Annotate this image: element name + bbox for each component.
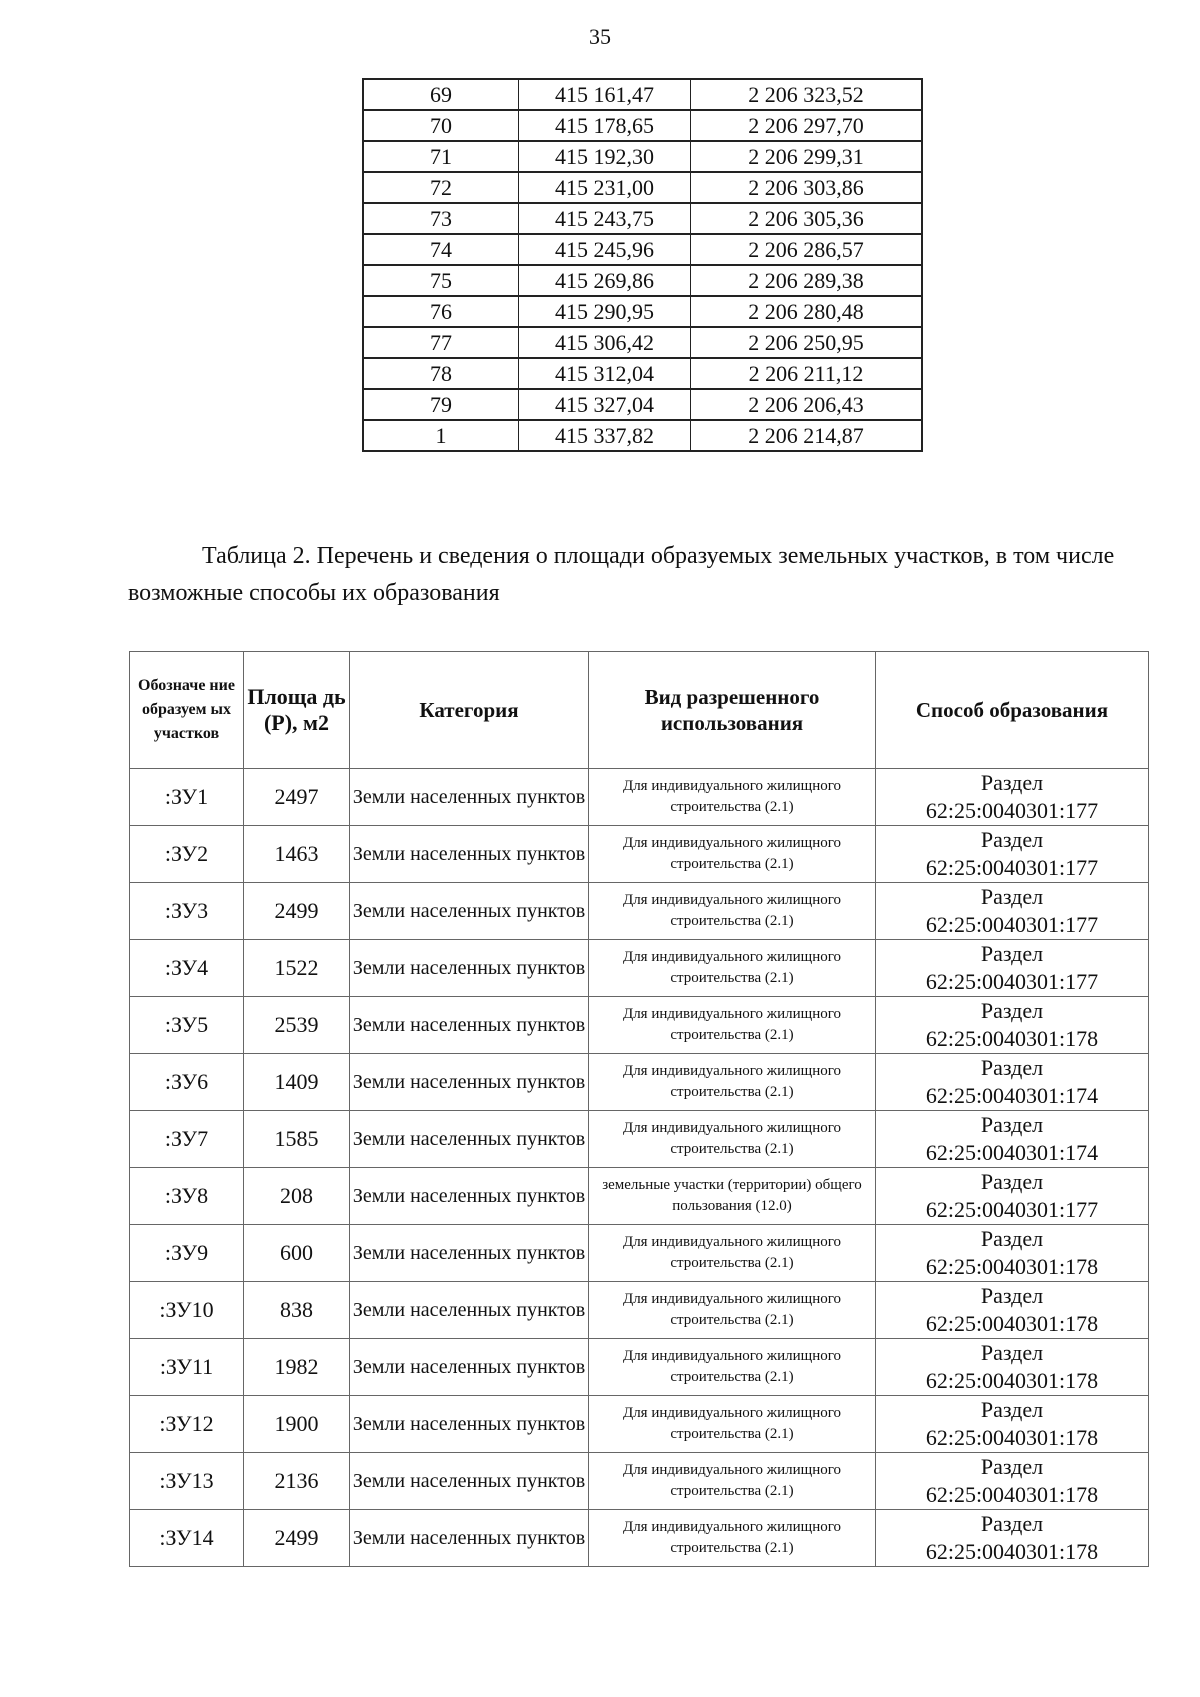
cadastral-number: 62:25:0040301:178 xyxy=(925,1026,1099,1051)
plot-label-cell: :ЗУ4 xyxy=(130,940,244,997)
plot-label-cell: :ЗУ9 xyxy=(130,1225,244,1282)
plot-category-cell: Земли населенных пунктов xyxy=(350,940,589,997)
x-coordinate-cell: 415 192,30 xyxy=(519,141,691,172)
page-number: 35 xyxy=(589,24,611,49)
plot-area-cell: 208 xyxy=(244,1168,350,1225)
cadastral-number: 62:25:0040301:177 xyxy=(925,912,1099,937)
plot-label-cell: :ЗУ7 xyxy=(130,1111,244,1168)
formation-method-word: Раздел xyxy=(980,998,1044,1023)
coordinate-row xyxy=(363,420,922,451)
x-coordinate-cell: 415 178,65 xyxy=(519,110,691,141)
formation-method-word: Раздел xyxy=(980,827,1044,852)
plot-category-cell: Земли населенных пунктов xyxy=(350,1054,589,1111)
y-coordinate-cell: 2 206 286,57 xyxy=(691,234,923,265)
formation-method-word: Раздел xyxy=(980,941,1044,966)
plot-permitted-use-cell: Для индивидуального жилищного строительства (2.1) xyxy=(589,1453,876,1510)
formation-method-word: Раздел xyxy=(980,1454,1044,1479)
coordinates-table-body xyxy=(363,79,922,451)
point-number-cell: 72 xyxy=(363,172,519,203)
plot-category-cell: Земли населенных пунктов xyxy=(350,1282,589,1339)
point-number-cell: 79 xyxy=(363,389,519,420)
plot-formation-method-cell xyxy=(876,1054,1149,1111)
coordinate-row xyxy=(363,203,922,234)
plot-label-cell: :ЗУ12 xyxy=(130,1396,244,1453)
land-plots-table-header xyxy=(130,652,1149,769)
plot-area-cell: 838 xyxy=(244,1282,350,1339)
plot-permitted-use-cell: Для индивидуального жилищного строительства (2.1) xyxy=(589,1054,876,1111)
plot-formation-method-cell xyxy=(876,1168,1149,1225)
plot-permitted-use-cell: Для индивидуального жилищного строительства (2.1) xyxy=(589,1225,876,1282)
plot-area-cell: 1900 xyxy=(244,1396,350,1453)
plot-category-cell: Земли населенных пунктов xyxy=(350,1396,589,1453)
plot-area-cell: 2499 xyxy=(244,883,350,940)
x-coordinate-cell: 415 245,96 xyxy=(519,234,691,265)
cadastral-number: 62:25:0040301:178 xyxy=(925,1311,1099,1336)
y-coordinate-cell: 2 206 323,52 xyxy=(691,79,923,110)
plot-label-cell: :ЗУ8 xyxy=(130,1168,244,1225)
cadastral-number: 62:25:0040301:178 xyxy=(925,1254,1099,1279)
plot-category-cell: Земли населенных пунктов xyxy=(350,1510,589,1567)
formation-method-word: Раздел xyxy=(980,1397,1044,1422)
y-coordinate-cell: 2 206 297,70 xyxy=(691,110,923,141)
cadastral-number: 62:25:0040301:178 xyxy=(925,1425,1099,1450)
plot-permitted-use-cell: Для индивидуального жилищного строительства (2.1) xyxy=(589,997,876,1054)
formation-method-word: Раздел xyxy=(980,884,1044,909)
land-plot-row xyxy=(130,1282,1149,1339)
point-number-cell: 73 xyxy=(363,203,519,234)
cadastral-number: 62:25:0040301:174 xyxy=(925,1140,1099,1165)
plot-permitted-use-cell: Для индивидуального жилищного строительства (2.1) xyxy=(589,1111,876,1168)
y-coordinate-cell: 2 206 299,31 xyxy=(691,141,923,172)
land-plot-row xyxy=(130,1339,1149,1396)
table-caption: Таблица 2. Перечень и сведения о площади образуемых земельных участков, в том числе возможные способы их образования xyxy=(128,543,1115,606)
header-category: Категория xyxy=(350,652,589,769)
coordinate-row xyxy=(363,296,922,327)
land-plots-table-body xyxy=(130,769,1149,1567)
point-number-cell: 78 xyxy=(363,358,519,389)
plot-formation-method-cell xyxy=(876,1339,1149,1396)
plot-area-cell: 1982 xyxy=(244,1339,350,1396)
cadastral-number: 62:25:0040301:174 xyxy=(925,1083,1099,1108)
land-plot-row xyxy=(130,1054,1149,1111)
formation-method-word: Раздел xyxy=(980,1511,1044,1536)
land-plot-row xyxy=(130,826,1149,883)
plot-area-cell: 1463 xyxy=(244,826,350,883)
plot-formation-method-cell xyxy=(876,1396,1149,1453)
plot-label-cell: :ЗУ14 xyxy=(130,1510,244,1567)
y-coordinate-cell: 2 206 211,12 xyxy=(691,358,923,389)
x-coordinate-cell: 415 306,42 xyxy=(519,327,691,358)
coordinate-row xyxy=(363,172,922,203)
y-coordinate-cell: 2 206 280,48 xyxy=(691,296,923,327)
plot-category-cell: Земли населенных пунктов xyxy=(350,1453,589,1510)
land-plot-row xyxy=(130,1168,1149,1225)
land-plots-table xyxy=(129,651,1149,1567)
coordinate-row xyxy=(363,389,922,420)
plot-area-cell: 2539 xyxy=(244,997,350,1054)
land-plot-row xyxy=(130,997,1149,1054)
plot-formation-method-cell xyxy=(876,997,1149,1054)
plot-permitted-use-cell: Для индивидуального жилищного строительства (2.1) xyxy=(589,940,876,997)
y-coordinate-cell: 2 206 289,38 xyxy=(691,265,923,296)
plot-area-cell: 2497 xyxy=(244,769,350,826)
point-number-cell: 76 xyxy=(363,296,519,327)
plot-area-cell: 2136 xyxy=(244,1453,350,1510)
plot-formation-method-cell xyxy=(876,940,1149,997)
plot-area-cell: 2499 xyxy=(244,1510,350,1567)
plot-category-cell: Земли населенных пунктов xyxy=(350,1225,589,1282)
point-number-cell: 71 xyxy=(363,141,519,172)
coordinate-row xyxy=(363,265,922,296)
plot-area-cell: 1585 xyxy=(244,1111,350,1168)
plot-permitted-use-cell: Для индивидуального жилищного строительства (2.1) xyxy=(589,1396,876,1453)
formation-method-word: Раздел xyxy=(980,1226,1044,1251)
land-plot-row xyxy=(130,883,1149,940)
plot-area-cell: 1522 xyxy=(244,940,350,997)
plot-permitted-use-cell: Для индивидуального жилищного строительства (2.1) xyxy=(589,769,876,826)
plot-formation-method-cell xyxy=(876,1510,1149,1567)
plot-permitted-use-cell: Для индивидуального жилищного строительства (2.1) xyxy=(589,883,876,940)
coordinate-row xyxy=(363,234,922,265)
plot-formation-method-cell xyxy=(876,1282,1149,1339)
point-number-cell: 75 xyxy=(363,265,519,296)
y-coordinate-cell: 2 206 303,86 xyxy=(691,172,923,203)
cadastral-number: 62:25:0040301:178 xyxy=(925,1539,1099,1564)
coordinate-row xyxy=(363,141,922,172)
plot-category-cell: Земли населенных пунктов xyxy=(350,883,589,940)
formation-method-word: Раздел xyxy=(980,1055,1044,1080)
plot-category-cell: Земли населенных пунктов xyxy=(350,769,589,826)
x-coordinate-cell: 415 243,75 xyxy=(519,203,691,234)
header-row xyxy=(130,652,1149,769)
plot-category-cell: Земли населенных пунктов xyxy=(350,997,589,1054)
x-coordinate-cell: 415 337,82 xyxy=(519,420,691,451)
y-coordinate-cell: 2 206 305,36 xyxy=(691,203,923,234)
land-plot-row xyxy=(130,1225,1149,1282)
plot-permitted-use-cell: Для индивидуального жилищного строительства (2.1) xyxy=(589,1510,876,1567)
cadastral-number: 62:25:0040301:177 xyxy=(925,1197,1099,1222)
plot-label-cell: :ЗУ5 xyxy=(130,997,244,1054)
cadastral-number: 62:25:0040301:178 xyxy=(925,1368,1099,1393)
cadastral-number: 62:25:0040301:177 xyxy=(925,855,1099,880)
x-coordinate-cell: 415 312,04 xyxy=(519,358,691,389)
header-label: Обозначе ние образуем ых участков xyxy=(130,652,244,769)
plot-permitted-use-cell: земельные участки (территории) общего пользования (12.0) xyxy=(589,1168,876,1225)
plot-area-cell: 600 xyxy=(244,1225,350,1282)
plot-formation-method-cell xyxy=(876,1225,1149,1282)
coordinate-row xyxy=(363,79,922,110)
coordinates-table xyxy=(362,78,923,452)
point-number-cell: 70 xyxy=(363,110,519,141)
land-plot-row xyxy=(130,1510,1149,1567)
x-coordinate-cell: 415 290,95 xyxy=(519,296,691,327)
plot-label-cell: :ЗУ1 xyxy=(130,769,244,826)
plot-label-cell: :ЗУ10 xyxy=(130,1282,244,1339)
coordinate-row xyxy=(363,327,922,358)
land-plot-row xyxy=(130,1111,1149,1168)
header-permitted-use: Вид разрешенного использования xyxy=(589,652,876,769)
cadastral-number: 62:25:0040301:177 xyxy=(925,798,1099,823)
plot-permitted-use-cell: Для индивидуального жилищного строительства (2.1) xyxy=(589,1282,876,1339)
coordinate-row xyxy=(363,110,922,141)
plot-formation-method-cell xyxy=(876,1111,1149,1168)
land-plot-row xyxy=(130,1453,1149,1510)
coordinate-row xyxy=(363,358,922,389)
cadastral-number: 62:25:0040301:178 xyxy=(925,1482,1099,1507)
cadastral-number: 62:25:0040301:177 xyxy=(925,969,1099,994)
plot-label-cell: :ЗУ3 xyxy=(130,883,244,940)
point-number-cell: 1 xyxy=(363,420,519,451)
land-plot-row xyxy=(130,1396,1149,1453)
x-coordinate-cell: 415 161,47 xyxy=(519,79,691,110)
x-coordinate-cell: 415 231,00 xyxy=(519,172,691,203)
x-coordinate-cell: 415 269,86 xyxy=(519,265,691,296)
plot-label-cell: :ЗУ2 xyxy=(130,826,244,883)
formation-method-word: Раздел xyxy=(980,770,1044,795)
plot-label-cell: :ЗУ6 xyxy=(130,1054,244,1111)
formation-method-word: Раздел xyxy=(980,1340,1044,1365)
land-plot-row xyxy=(130,769,1149,826)
y-coordinate-cell: 2 206 206,43 xyxy=(691,389,923,420)
header-formation-method: Способ образования xyxy=(876,652,1149,769)
plot-label-cell: :ЗУ11 xyxy=(130,1339,244,1396)
plot-category-cell: Земли населенных пунктов xyxy=(350,1168,589,1225)
point-number-cell: 69 xyxy=(363,79,519,110)
plot-category-cell: Земли населенных пунктов xyxy=(350,826,589,883)
plot-label-cell: :ЗУ13 xyxy=(130,1453,244,1510)
y-coordinate-cell: 2 206 214,87 xyxy=(691,420,923,451)
formation-method-word: Раздел xyxy=(980,1169,1044,1194)
point-number-cell: 77 xyxy=(363,327,519,358)
plot-permitted-use-cell: Для индивидуального жилищного строительства (2.1) xyxy=(589,826,876,883)
plot-area-cell: 1409 xyxy=(244,1054,350,1111)
formation-method-word: Раздел xyxy=(980,1283,1044,1308)
plot-formation-method-cell xyxy=(876,883,1149,940)
plot-formation-method-cell xyxy=(876,1453,1149,1510)
land-plot-row xyxy=(130,940,1149,997)
point-number-cell: 74 xyxy=(363,234,519,265)
x-coordinate-cell: 415 327,04 xyxy=(519,389,691,420)
plot-formation-method-cell xyxy=(876,769,1149,826)
y-coordinate-cell: 2 206 250,95 xyxy=(691,327,923,358)
plot-category-cell: Земли населенных пунктов xyxy=(350,1111,589,1168)
header-area: Площа дь (Р), м2 xyxy=(244,652,350,769)
plot-formation-method-cell xyxy=(876,826,1149,883)
plot-category-cell: Земли населенных пунктов xyxy=(350,1339,589,1396)
plot-permitted-use-cell: Для индивидуального жилищного строительства (2.1) xyxy=(589,1339,876,1396)
formation-method-word: Раздел xyxy=(980,1112,1044,1137)
